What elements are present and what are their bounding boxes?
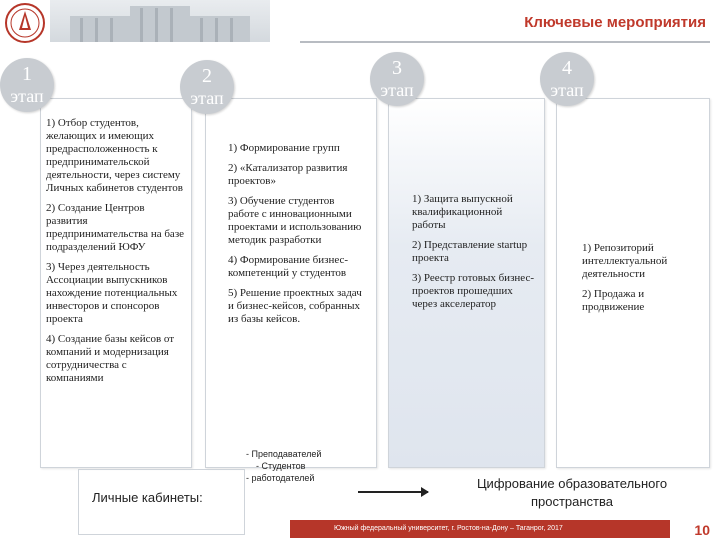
stage-4-badge <box>540 52 594 106</box>
stage-4-label: этап <box>550 80 584 100</box>
stage-2-list <box>228 142 363 333</box>
stage-3-badge <box>370 52 424 106</box>
stage-4-number: 4 <box>562 57 572 79</box>
stage-4-list <box>582 242 704 321</box>
role-item: - Студентов <box>256 461 306 471</box>
page-title: Ключевые мероприятия <box>524 14 706 31</box>
header-building-image <box>50 0 270 42</box>
footer-bar: Южный федеральный университет, г. Ростов-на-Дону – Таганрог, 2017 <box>290 520 670 538</box>
stage-3-item: 3) Реестр готовых бизнес-проектов прошедших через акселератор <box>412 272 535 310</box>
stage-2-badge <box>180 60 234 114</box>
stage-1-item: 4) Создание базы кейсов от компаний и модернизация сотрудничества с компаниями <box>46 333 175 384</box>
digital-space-text: Цифрование образовательного пространства <box>476 476 668 509</box>
stage-1-item: 1) Отбор студентов, желающих и имеющих предрасположенность к предпринимательской деятельности, через систему Личных кабинетов студентов <box>46 117 183 194</box>
role-item: - Преподавателей <box>246 449 322 459</box>
stage-2-item: 1) Формирование групп <box>228 142 340 154</box>
roles-list <box>246 448 356 484</box>
stage-2-item: 5) Решение проектных задач и бизнес-кейсов, собранных из базы кейсов. <box>228 287 362 325</box>
stage-2-item: 3) Обучение студентов работе с инновационными проектами и использованию методик разработки <box>228 195 362 246</box>
university-logo-icon <box>4 2 46 44</box>
stage-1-label: этап <box>10 86 44 106</box>
stage-3-number: 3 <box>392 57 402 79</box>
stage-2-label: этап <box>190 88 224 108</box>
right-arrow-icon <box>358 491 428 493</box>
stage-1-badge <box>0 58 54 112</box>
stage-1-list <box>46 117 186 392</box>
stage-2-item: 4) Формирование бизнес-компетенций у студентов <box>228 254 349 279</box>
stage-2-number: 2 <box>202 65 212 87</box>
stage-3-list <box>412 193 534 318</box>
stage-1-item: 2) Создание Центров развития предпринимательства на базе подразделений ЮФУ <box>46 202 185 253</box>
title-divider <box>300 41 710 43</box>
stage-3-item: 1) Защита выпускной квалификационной работы <box>412 193 513 231</box>
page-number: 10 <box>694 522 710 538</box>
stage-4-item: 2) Продажа и продвижение <box>582 288 645 313</box>
stage-4-item: 1) Репозиторий интеллектуальной деятельности <box>582 242 668 280</box>
cabinets-label: Личные кабинеты: <box>92 490 203 505</box>
stage-1-number: 1 <box>22 63 32 85</box>
role-item: - работодателей <box>246 473 315 483</box>
stage-2-item: 2) «Катализатор развития проектов» <box>228 162 348 187</box>
stage-3-item: 2) Представление startup проекта <box>412 239 528 264</box>
stage-3-label: этап <box>380 80 414 100</box>
stage-1-item: 3) Через деятельность Ассоциации выпускников нахождение потенциальных инвесторов и спонсоров проекта <box>46 261 178 325</box>
